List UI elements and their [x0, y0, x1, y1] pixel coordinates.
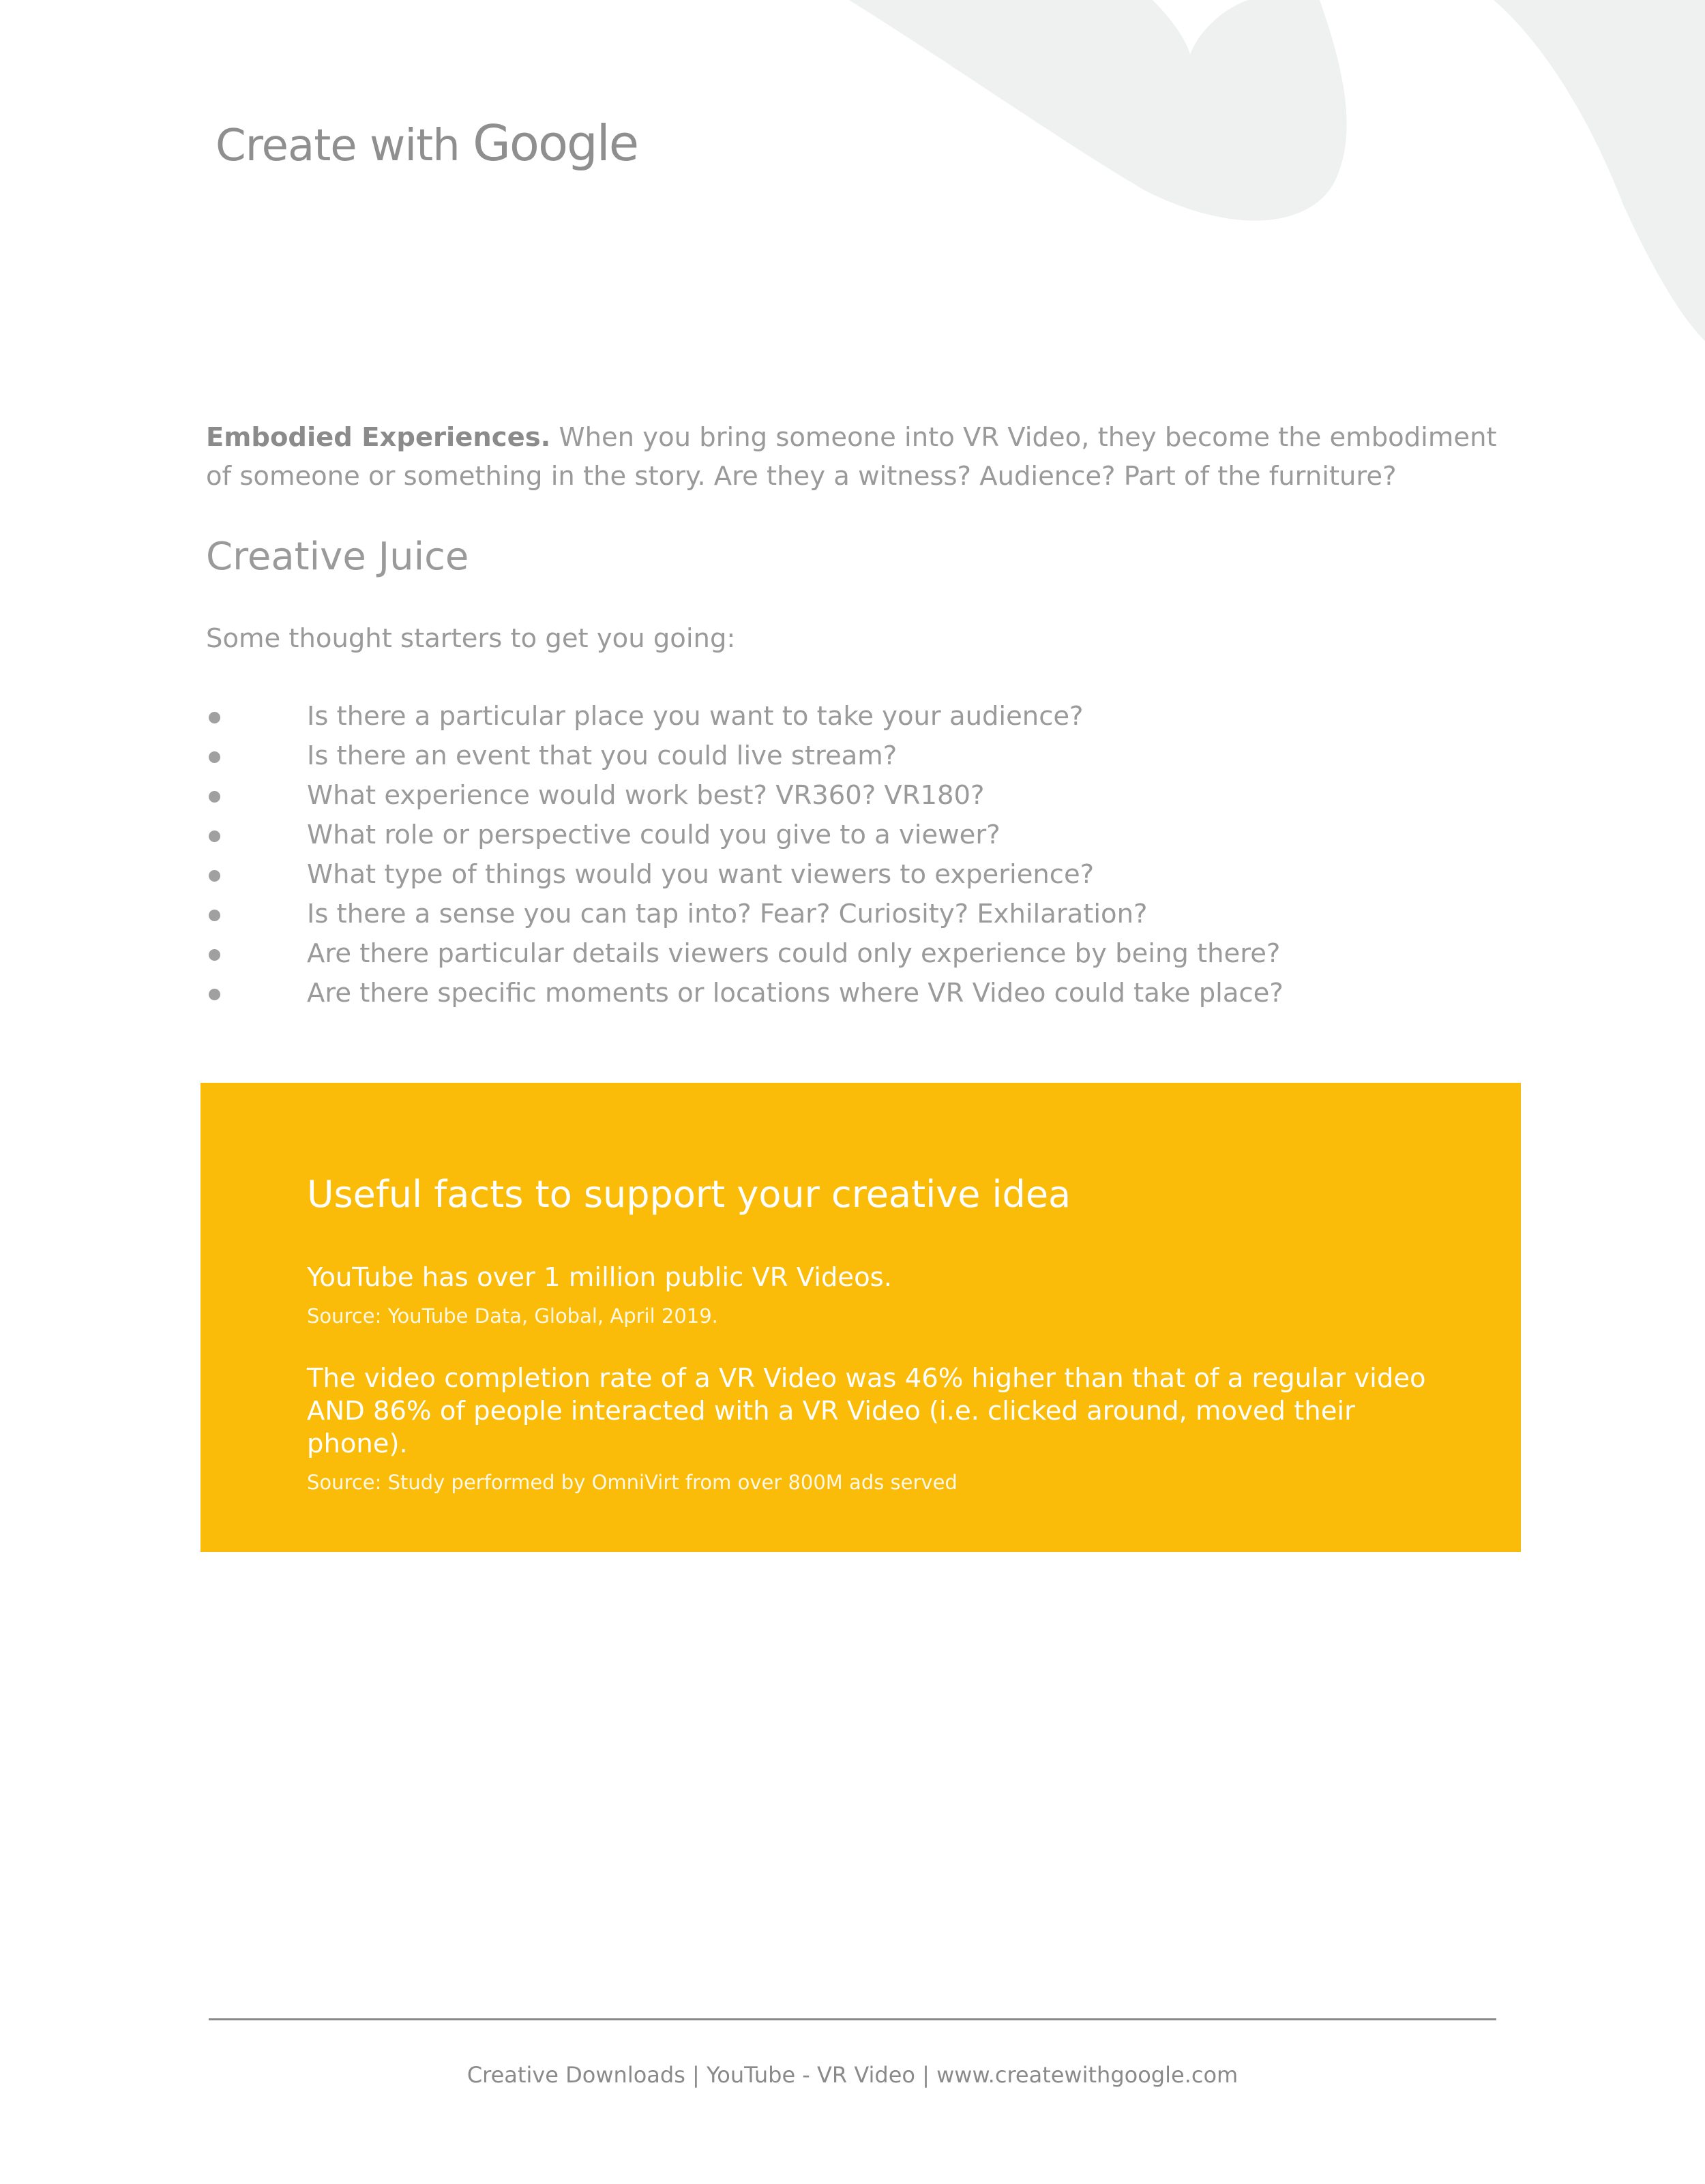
list-item	[206, 816, 1284, 855]
fact-item	[307, 1362, 1453, 1496]
fact-source: Source: Study performed by OmniVirt from over 800M ads served	[307, 1471, 958, 1494]
list-item	[206, 855, 1284, 895]
bullet-icon	[209, 831, 220, 842]
logo-brand: Google	[473, 115, 638, 172]
list-item-text: Is there an event that you could live stream?	[307, 741, 898, 771]
list-item	[206, 895, 1284, 934]
list-item-text: Are there specific moments or locations where VR Video could take place?	[307, 978, 1284, 1008]
bullet-icon	[209, 712, 220, 723]
fact-text: YouTube has over 1 million public VR Videos.	[307, 1262, 892, 1293]
useful-facts-panel	[201, 1083, 1521, 1552]
thought-starters-lead: Some thought starters to get you going:	[206, 623, 736, 654]
useful-facts-title: Useful facts to support your creative idea	[307, 1173, 1071, 1216]
bullet-icon	[209, 791, 220, 803]
decor-shape-large	[849, 0, 1705, 341]
bullet-icon	[209, 910, 220, 921]
fact-source: Source: YouTube Data, Global, April 2019.	[307, 1304, 718, 1328]
list-item	[206, 934, 1284, 974]
intro-paragraph	[206, 418, 1509, 496]
bullet-icon	[209, 989, 220, 1000]
list-item-text: What type of things would you want viewers to experience?	[307, 859, 1095, 890]
list-item-text: What role or perspective could you give to a viewer?	[307, 820, 1000, 850]
bullet-icon	[209, 949, 220, 961]
footer-divider	[209, 2018, 1496, 2020]
page-footer: Creative Downloads | YouTube - VR Video | www.createwithgoogle.com	[466, 2062, 1239, 2088]
decor-shape-swoosh	[849, 0, 1347, 221]
corner-decoration	[0, 0, 1705, 355]
thought-starters-list	[206, 697, 1284, 1013]
decor-shape-tail	[1153, 0, 1248, 55]
create-with-google-logo	[216, 115, 638, 172]
list-item	[206, 776, 1284, 816]
section-title-creative-juice: Creative Juice	[206, 535, 469, 579]
list-item	[206, 974, 1284, 1013]
list-item	[206, 697, 1284, 736]
list-item-text: Is there a particular place you want to take your audience?	[307, 701, 1084, 732]
intro-bold-lead: Embodied Experiences.	[206, 421, 551, 453]
fact-item	[307, 1261, 1453, 1330]
intro-text: When you bring someone into VR Video, they become the embodiment of someone or something in the story. Are they a witness? Audience? Part of the furniture?	[206, 421, 1497, 492]
bullet-icon	[209, 751, 220, 763]
bullet-icon	[209, 870, 220, 882]
list-item	[206, 736, 1284, 776]
fact-text: The video completion rate of a VR Video was 46% higher than that of a regular video AND 86% of people interacted with a VR Video (i.e. clicked around, moved their phone).	[307, 1363, 1426, 1459]
list-item-text: What experience would work best? VR360? VR180?	[307, 780, 985, 811]
list-item-text: Are there particular details viewers could only experience by being there?	[307, 938, 1281, 969]
list-item-text: Is there a sense you can tap into? Fear? Curiosity? Exhilaration?	[307, 899, 1148, 929]
logo-prefix: Create with	[216, 121, 460, 171]
